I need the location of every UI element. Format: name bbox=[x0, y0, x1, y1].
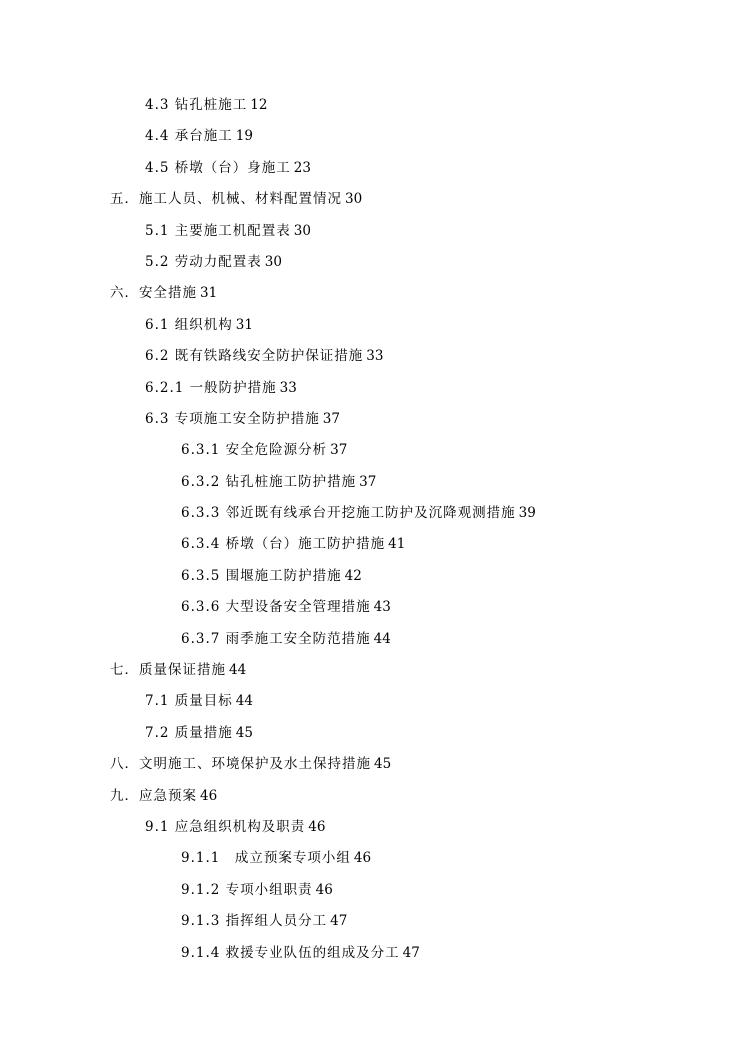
toc-entry-title: 4.3 钻孔桩施工 bbox=[145, 97, 248, 113]
toc-entry-page: 47 bbox=[402, 944, 420, 961]
toc-entry-page: 39 bbox=[518, 505, 536, 522]
toc-entry-title: 9.1.2 专项小组职责 bbox=[181, 881, 313, 898]
toc-entry-page: 30 bbox=[293, 222, 311, 239]
toc-entry-chapter-7[interactable] bbox=[0, 655, 744, 686]
toc-entry-9-1-3[interactable] bbox=[0, 906, 744, 937]
toc-entry-chapter-8[interactable] bbox=[0, 749, 744, 780]
toc-entry-page: 43 bbox=[373, 599, 391, 616]
toc-entry-title: 7.1 质量目标 bbox=[145, 693, 233, 710]
toc-entry-title: 4.4 承台施工 bbox=[145, 128, 233, 145]
toc-entry-chapter-9[interactable] bbox=[0, 781, 744, 812]
toc-entry-6-3-6[interactable] bbox=[0, 592, 744, 623]
toc-entry-6-3-3[interactable] bbox=[0, 498, 744, 529]
toc-entry-title: 9.1.1 成立预案专项小组 bbox=[181, 850, 351, 867]
toc-entry-title: 6.3.2 钻孔桩施工防护措施 bbox=[181, 473, 357, 490]
toc-entry-page: 41 bbox=[388, 536, 406, 553]
toc-entry-title: 6.3.1 安全危险源分析 bbox=[181, 442, 328, 459]
toc-entry-title: 6.1 组织机构 bbox=[145, 316, 233, 333]
toc-entry-6-3-5[interactable] bbox=[0, 561, 744, 592]
toc-entry-page: 47 bbox=[330, 913, 348, 930]
toc-entry-page: 30 bbox=[345, 191, 363, 208]
toc-entry-page: 33 bbox=[366, 348, 384, 365]
toc-entry-page: 12 bbox=[250, 97, 268, 113]
toc-entry-page: 23 bbox=[293, 159, 311, 176]
toc-entry-page: 44 bbox=[373, 630, 391, 647]
toc-entry-page: 31 bbox=[200, 285, 218, 302]
toc-entry-title: 6.3 专项施工安全防护措施 bbox=[145, 410, 320, 427]
toc-entry-page: 30 bbox=[264, 253, 282, 270]
toc-entry-title: 6.3.6 大型设备安全管理措施 bbox=[181, 599, 371, 616]
toc-entry-title: 五．施工人员、机械、材料配置情况 bbox=[110, 191, 342, 208]
toc-entry-page: 42 bbox=[344, 567, 362, 584]
toc-entry-5-1[interactable] bbox=[0, 216, 744, 247]
toc-entry-page: 37 bbox=[330, 442, 348, 459]
toc-entry-7-1[interactable] bbox=[0, 686, 744, 717]
toc-entry-4-3[interactable] bbox=[0, 90, 744, 121]
toc-entry-9-1-4[interactable] bbox=[0, 938, 744, 969]
toc-entry-title: 七．质量保证措施 bbox=[110, 662, 226, 679]
toc-entry-9-1-2[interactable] bbox=[0, 875, 744, 906]
toc-entry-4-4[interactable] bbox=[0, 121, 744, 152]
toc-entry-6-3-4[interactable] bbox=[0, 529, 744, 560]
toc-entry-page: 46 bbox=[315, 881, 333, 898]
toc-entry-page: 44 bbox=[229, 662, 247, 679]
toc-entry-title: 六．安全措施 bbox=[110, 285, 197, 302]
toc-entry-page: 31 bbox=[235, 316, 253, 333]
toc-entry-title: 5.1 主要施工机配置表 bbox=[145, 222, 291, 239]
toc-entry-title: 4.5 桥墩（台）身施工 bbox=[145, 159, 291, 176]
toc-entry-6-3[interactable] bbox=[0, 404, 744, 435]
toc-entry-7-2[interactable] bbox=[0, 718, 744, 749]
toc-entry-title: 9.1 应急组织机构及职责 bbox=[145, 818, 306, 835]
toc-entry-6-1[interactable] bbox=[0, 310, 744, 341]
toc-entry-6-3-1[interactable] bbox=[0, 435, 744, 466]
toc-entry-page: 33 bbox=[279, 379, 297, 396]
toc-entry-6-3-2[interactable] bbox=[0, 467, 744, 498]
toc-entry-page: 37 bbox=[322, 410, 340, 427]
toc-entry-title: 9.1.4 救援专业队伍的组成及分工 bbox=[181, 944, 400, 961]
toc-entry-title: 6.3.3 邻近既有线承台开挖施工防护及沉降观测措施 bbox=[181, 505, 516, 522]
toc-entry-6-2[interactable] bbox=[0, 341, 744, 372]
toc-entry-page: 46 bbox=[353, 850, 372, 867]
toc-entry-4-5[interactable] bbox=[0, 153, 744, 184]
toc-entry-title: 八．文明施工、环境保护及水土保持措施 bbox=[110, 756, 371, 773]
toc-entry-title: 9.1.3 指挥组人员分工 bbox=[181, 913, 328, 930]
toc-entry-page: 19 bbox=[235, 128, 253, 145]
toc-entry-title: 5.2 劳动力配置表 bbox=[145, 253, 262, 270]
toc-entry-title: 6.3.7 雨季施工安全防范措施 bbox=[181, 630, 371, 647]
toc-entry-5-2[interactable] bbox=[0, 247, 744, 278]
toc-entry-page: 45 bbox=[235, 724, 253, 741]
toc-entry-title: 6.2.1 一般防护措施 bbox=[145, 379, 277, 396]
toc-entry-page: 37 bbox=[359, 473, 377, 490]
toc-entry-chapter-5[interactable] bbox=[0, 184, 744, 215]
toc-entry-6-2-1[interactable] bbox=[0, 373, 744, 404]
toc-entry-6-3-7[interactable] bbox=[0, 624, 744, 655]
toc-entry-page: 46 bbox=[308, 818, 326, 835]
toc-entry-page: 46 bbox=[200, 787, 218, 804]
toc-entry-title: 6.3.4 桥墩（台）施工防护措施 bbox=[181, 536, 386, 553]
toc-entry-page: 45 bbox=[374, 756, 392, 773]
toc-entry-title: 6.2 既有铁路线安全防护保证措施 bbox=[145, 348, 364, 365]
toc-entry-9-1-1[interactable] bbox=[0, 843, 744, 874]
table-of-contents bbox=[0, 90, 744, 969]
toc-entry-title: 九．应急预案 bbox=[110, 787, 197, 804]
toc-entry-chapter-6[interactable] bbox=[0, 278, 744, 309]
toc-entry-title: 6.3.5 围堰施工防护措施 bbox=[181, 567, 342, 584]
toc-entry-title: 7.2 质量措施 bbox=[145, 724, 233, 741]
toc-entry-9-1[interactable] bbox=[0, 812, 744, 843]
toc-entry-page: 44 bbox=[235, 693, 253, 710]
